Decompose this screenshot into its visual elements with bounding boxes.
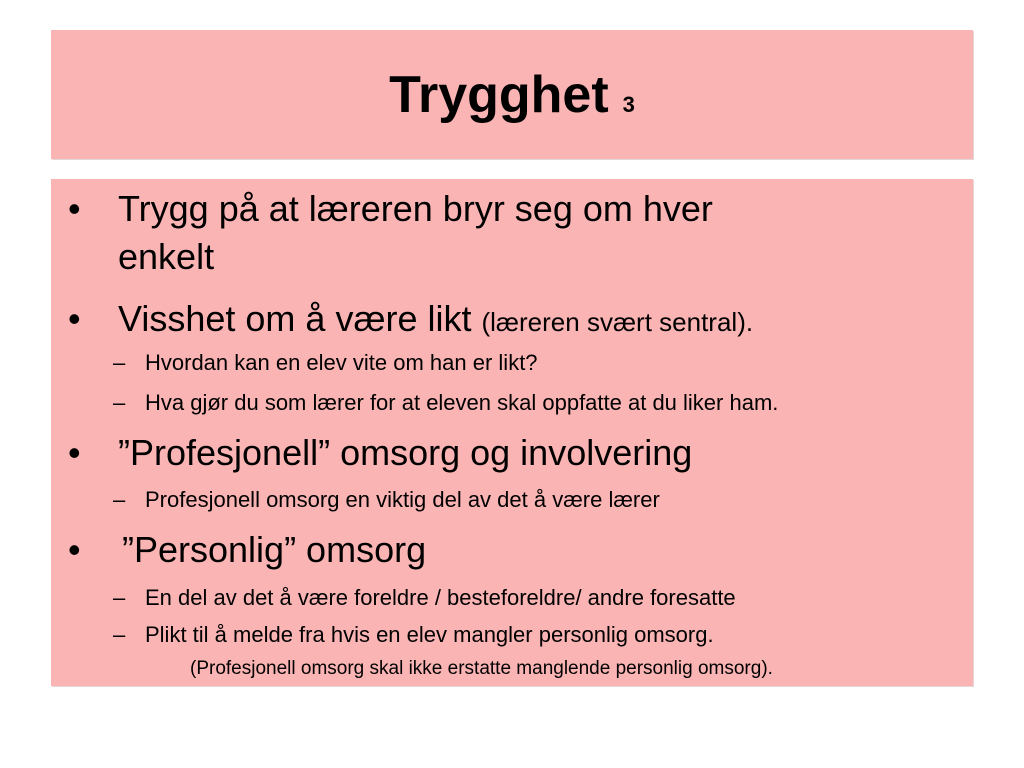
sub-item-text: Hvordan kan en elev vite om han er likt? — [145, 350, 538, 375]
note-text: (Profesjonell omsorg skal ikke erstatte manglende personlig omsorg). — [190, 658, 773, 679]
bullet-marker: • — [68, 529, 81, 570]
content-box — [51, 179, 973, 686]
bullet-aside: (læreren svært sentral). — [481, 307, 754, 337]
dash-marker: – — [113, 487, 126, 512]
bullet-text: enkelt — [118, 236, 215, 277]
bullet-marker: • — [68, 298, 81, 339]
slide-title: Trygghet — [389, 65, 609, 124]
bullet-text: ”Profesjonell” omsorg og involvering — [118, 432, 693, 473]
dash-marker: – — [113, 622, 126, 647]
sub-item-text: Plikt til å melde fra hvis en elev mangler personlig omsorg. — [145, 622, 714, 647]
sub-item-text: Hva gjør du som lærer for at eleven skal oppfatte at du liker ham. — [145, 390, 779, 415]
bullet-text: ”Personlig” omsorg — [122, 529, 427, 570]
bullet-text: Visshet om å være likt — [118, 298, 482, 339]
slide-title-number: 3 — [622, 91, 635, 117]
dash-marker: – — [113, 390, 126, 415]
sub-item-text: En del av det å være foreldre / besteforeldre/ andre foresatte — [145, 585, 736, 610]
dash-marker: – — [113, 585, 126, 610]
sub-item-text: Profesjonell omsorg en viktig del av det å være lærer — [145, 487, 660, 512]
bullet-marker: • — [68, 432, 81, 473]
bullet-text-wrap — [118, 297, 753, 344]
bullet-marker: • — [68, 188, 81, 229]
dash-marker: – — [113, 350, 126, 375]
title-box — [51, 30, 973, 159]
bullet-text: Trygg på at læreren bryr seg om hver — [118, 188, 713, 229]
